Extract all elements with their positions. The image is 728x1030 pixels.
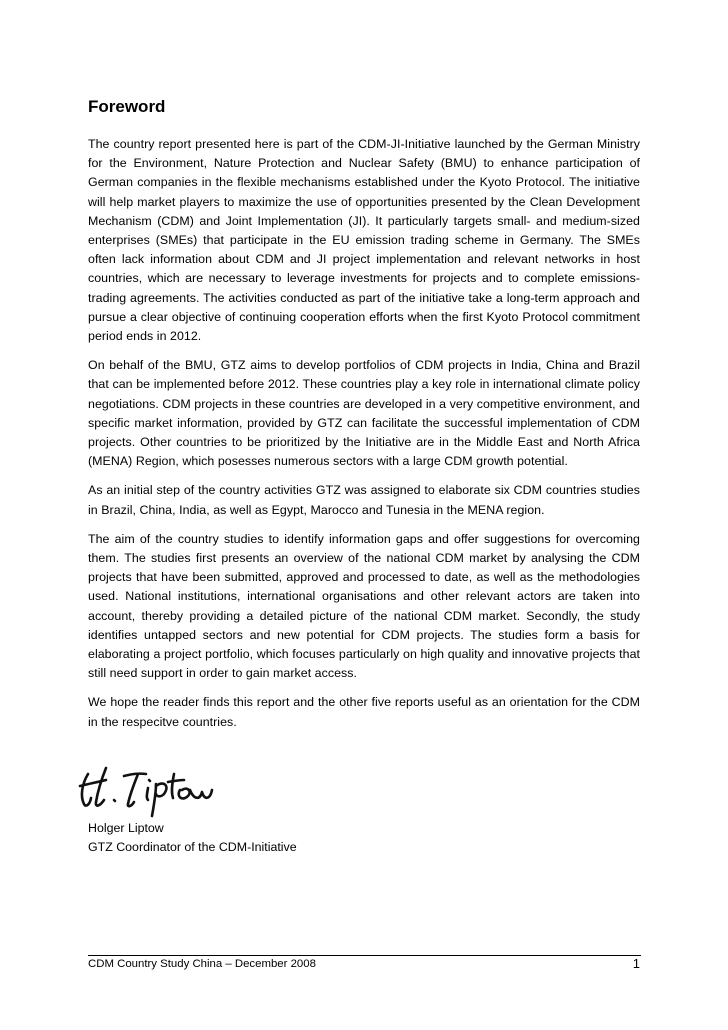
paragraph-2: On behalf of the BMU, GTZ aims to develop portfolios of CDM projects in India, China and Brazil that can be implemented before 2012. These countries play a key role in international climate policy negotiations. CDM projects in these countries are developed in a very competitive environment, and specific market information, provided by GTZ can facilitate the successful implementation of CDM projects. Other countries to be prioritized by the Initiative are in the Middle East and North Africa (MENA) Region, which posesses numerous sectors with a large CDM growth potential. [88, 358, 640, 469]
paragraph-3: As an initial step of the country activities GTZ was assigned to elaborate six CDM countries studies in Brazil, China, India, as well as Egypt, Marocco and Tunesia in the MENA region. [88, 483, 640, 517]
footer-divider [88, 955, 641, 956]
page-number: 1 [632, 956, 640, 971]
paragraph-1: The country report presented here is part of the CDM-JI-Initiative launched by the German Ministry for the Environment, Nature Protection and Nuclear Safety (BMU) to enhance participation of German companies in the flexible mechanisms established under the Kyoto Protocol. The initiative will help market players to maximize the use of opportunities presented by the Clean Development Mechanism (CDM) and Joint Implementation (JI). It particularly targets small- and medium-sized enterprises (SMEs) that participate in the EU emission trading scheme in Germany. The SMEs often lack information about CDM and JI project implementation and relevant networks in host countries, which are necessary to leverage investments for projects and to complete emissions-trading agreements. The activities conducted as part of the initiative take a long-term approach and pursue a clear objective of continuing cooperation efforts when the first Kyoto Protocol commitment period ends in 2012. [88, 137, 640, 344]
page-title: Foreword [88, 97, 166, 116]
signatory-name: Holger Liptow [88, 821, 164, 835]
handwritten-signature [76, 760, 216, 820]
signatory-role: GTZ Coordinator of the CDM-Initiative [88, 840, 297, 854]
body-text [88, 135, 640, 742]
paragraph-5: We hope the reader finds this report and the other five reports useful as an orientation for the CDM in the respecitve countries. [88, 695, 640, 729]
paragraph-4: The aim of the country studies to identify information gaps and offer suggestions for overcoming them. The studies first presents an overview of the national CDM market by analysing the CDM projects that have been submitted, approved and processed to date, as well as the methodologies used. National institutions, international organisations and other relevant actors are taken into account, thereby providing a detailed picture of the national CDM market. Secondly, the study identifies untapped sectors and new potential for CDM projects. The studies form a basis for elaborating a project portfolio, which focuses particularly on high quality and innovative projects that still need support in order to gain market access. [88, 531, 640, 681]
footer-text: CDM Country Study China – December 2008 [88, 958, 316, 970]
